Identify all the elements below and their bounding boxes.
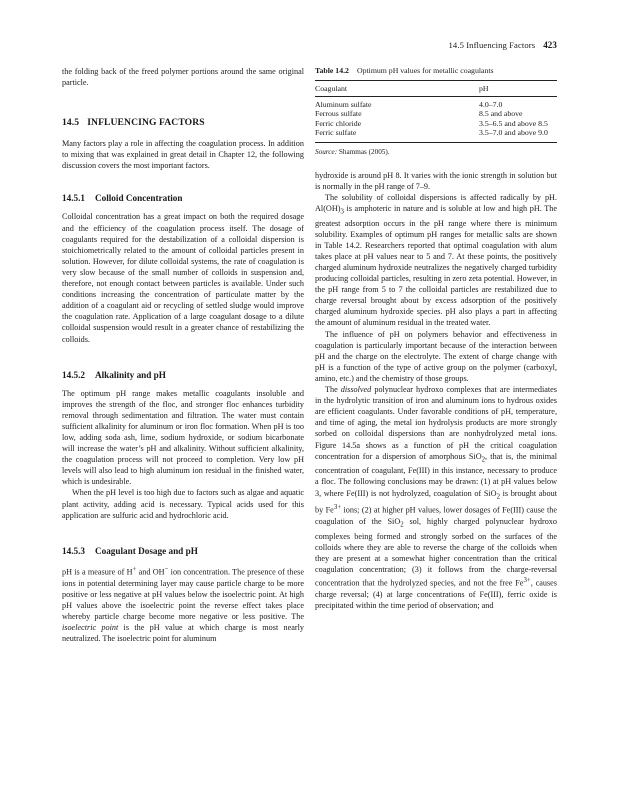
table-header-row xyxy=(315,81,557,97)
table-cell-ph: 8.5 and above xyxy=(479,109,523,119)
section-number: 14.5 xyxy=(62,117,80,129)
right-paragraph-4: The dissolved polynuclear hydroxo complexes that are intermediates in the hydrolytic transition of iron and aluminum ions to hydrous oxides are efficient coagulants. Under favorable conditions of pH, temperature, and time of aging, the metal ion hydrolysis products are more strongly sorbed on colloidal dispersions than are nonhydrolyzed metal ions. Figure 14.5a shows as a function of pH the critical coagulation concentration for a dispersion of amorphous SiO$_2$, that is, the minimal concentration of coagulant, Fe(III) in this instance, necessary to produce a floc. The following conclusions may be drawn: (1) at pH values below 3, where Fe(III) is not hydrolyzed, coagulation of SiO$_2$ is brought about by $Fe^{3+}$ ions; (2) at higher pH values, lower dosages of Fe(III) cause the coagulation of the SiO$_2$ sol, highly charged polynuclear hydroxo complexes being formed and strongly sorbed on the surfaces of the colloids where they are able to reverse the charge of the colloids when they are present at a somewhat higher concentration than the critical coagulation concentration; (3) it follows from the charge-reversal concentration that the hydrolyzed species, and not the free $Fe^{3+}$, causes charge reversal; (4) at large concentrations of Fe(III), ferric oxide is precipitated within the time period of observation; and xyxy=(315,385,558,611)
table-row xyxy=(315,128,557,142)
colloid-paragraph: Colloidal concentration has a great impact on both the required dosage and the efficiency of the coagulation process itself. The dosage of coagulants required for the destabilization of a colloidal dispersion is stoichiometrically related to the amount of colloidal particles present in solution. However, for dilute colloidal systems, the rate of coagulation is very slow because of the small number of colloids in suspension and, therefore, not enough contact between particles is available. Under such conditions increasing the concentration of particulate matter by the addition of a coagulant aid or recycling of settled sludge would improve the coagulation rate. Application of a large coagulant dosage to a dilute colloidal suspension would result in a greater chance of restabilizing the colloids. xyxy=(62,212,304,344)
left-column xyxy=(62,66,304,644)
table-row xyxy=(315,97,557,110)
subsection-title: Colloid Concentration xyxy=(94,193,183,204)
table-cell-ph: 3.5–7.0 and above 9.0 xyxy=(479,128,557,142)
table-header-ph: pH xyxy=(479,81,557,97)
subsection-number: 14.5.3 xyxy=(62,545,85,556)
alkalinity-paragraph-2: When the pH level is too high due to factors such as algae and aquatic plant activity, adding acid is necessary. Typical acids used for this application are sulfuric acid and hydrochloric acid. xyxy=(62,488,304,520)
table-cell-coagulant: Aluminum sulfate xyxy=(315,100,372,109)
right-paragraph-2: The solubility of colloidal dispersions is affected radically by pH. $Al(OH)_3$ is amphoteric in nature and is soluble at low and high pH. The greatest adsorption occurs in the pH range where there is minimum solubility. Examples of optimum pH ranges for metallic salts are shown in Table 14.2. Researchers reported that optimal coagulation with alum takes place at pH values near to 5 and 7. At these points, the positively charged aluminum hydroxide neutralizes the negatively charged turbidity producing colloidal particles, resulting in zero zeta potential. However, in the pH range from 5 to 7 the colloidal particles are restabilized due to charge reversal brought about by excess adsorption of the positively charged aluminum hydroxide species. pH also plays a part in affecting the amount of aluminum residual in the treated water. xyxy=(315,192,557,328)
right-paragraph-1: hydroxide is around pH 8. It varies with the ionic strength in solution but is normally in the pH range of 7–9. xyxy=(315,170,557,191)
table-14-2 xyxy=(315,66,557,156)
table-header-coagulant: Coagulant xyxy=(315,81,479,97)
subsection-title: Alkalinity and pH xyxy=(94,369,166,380)
section-heading xyxy=(62,117,304,128)
subsection-heading-colloid xyxy=(62,193,304,203)
table-cell-ph: 3.5–6.5 and above 8.5 xyxy=(479,118,548,128)
subsection-number: 14.5.2 xyxy=(62,369,85,380)
running-head xyxy=(449,40,557,50)
table-cell-coagulant: Ferric sulfate xyxy=(315,128,479,142)
table-caption xyxy=(315,66,557,75)
table-cell-coagulant: Ferric chloride xyxy=(315,118,362,128)
subsection-title: Coagulant Dosage and pH xyxy=(94,545,198,556)
page-number: 423 xyxy=(543,40,557,50)
table-row xyxy=(315,119,557,128)
section-title: INFLUENCING FACTORS xyxy=(87,117,205,129)
table-source: Source: Shammas (2005). xyxy=(315,147,390,156)
subsection-number: 14.5.1 xyxy=(62,193,85,204)
table-cell-ph: 4.0–7.0 xyxy=(479,100,503,109)
subsection-heading-dosage xyxy=(62,546,304,556)
coagulant-ph-table xyxy=(315,80,557,143)
table-label: Table 14.2 xyxy=(315,66,349,75)
right-paragraph-3: The influence of pH on polymers behavior and effectiveness in coagulation is particularly important because of the interaction between pH and the charge on the electrolyte. The extent of charge change with pH is a function of the type of active group on the polymer (carboxyl, amino, etc.) and the chemistry of those groups. xyxy=(315,329,557,383)
right-column xyxy=(315,66,557,611)
alkalinity-paragraph-1: The optimum pH range makes metallic coagulants insoluble and improves the strength of the floc, and stronger floc enhances turbidity removal through sedimentation and filtration. The water must contain sufficient alkalinity for aluminum or iron floc formation. When pH is too low, adding soda ash, lime, sodium hydroxide, or sodium bicarbonate will increase the water’s pH and alkalinity. Without sufficient alkalinity, the coagulation process will not proceed to completion. Very low pH levels will also lead to high aluminum ion residual in the finished water, which is undesirable. xyxy=(62,388,304,487)
subsection-heading-alkalinity xyxy=(62,370,304,380)
table-row xyxy=(315,109,557,118)
intro-paragraph: the folding back of the freed polymer portions around the same original particle. xyxy=(62,67,304,88)
running-head-title: 14.5 Influencing Factors xyxy=(448,40,536,50)
table-cell-coagulant: Ferrous sulfate xyxy=(315,109,362,119)
dosage-paragraph: pH is a measure of H+ and OH− ion concentration. The presence of these ions in potential determining layer may cause particle charge to be more positive or less negative at pH values below the isoelectric point. At high pH values above the isoelectric point the reverse effect takes place whereby particle charge become more negative or less positive. The isoelectric point is the pH value at which charge is most nearly neutralized. The isoelectric point for aluminum xyxy=(62,565,304,644)
table-caption-text: Optimum pH values for metallic coagulants xyxy=(356,66,494,75)
section-paragraph: Many factors play a role in affecting the coagulation process. In addition to mixing that was explained in great detail in Chapter 12, the following discussion covers the most important factors. xyxy=(62,139,304,171)
